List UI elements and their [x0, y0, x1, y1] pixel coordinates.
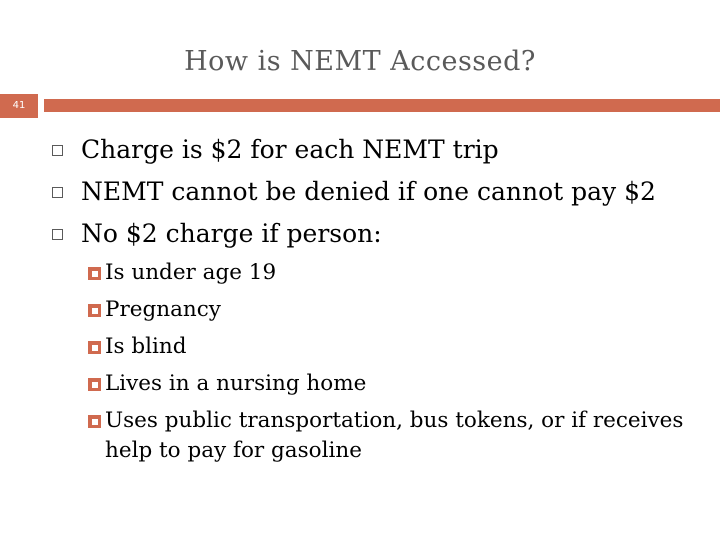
hollow-square-bullet-icon [52, 229, 63, 240]
sub-bullet-text: Is blind [105, 334, 187, 359]
sub-bullet-item [88, 406, 708, 466]
bullet-item [52, 174, 712, 216]
square-bullet-icon [88, 378, 101, 391]
slide-title: How is NEMT Accessed? [184, 46, 536, 77]
bullet-item [52, 132, 712, 174]
bullet-text: Charge is $2 for each NEMT trip [81, 135, 499, 164]
sub-bullet-text: Is under age 19 [105, 260, 277, 285]
main-bullet-list [52, 132, 712, 258]
sub-bullet-item [88, 258, 708, 288]
sub-bullet-list [88, 258, 708, 473]
hollow-square-bullet-icon [52, 187, 63, 198]
bullet-text: NEMT cannot be denied if one cannot pay $2 [81, 177, 656, 206]
square-bullet-icon [88, 415, 101, 428]
square-bullet-icon [88, 304, 101, 317]
slide-number: 41 [0, 94, 38, 118]
bullet-text: No $2 charge if person: [81, 219, 382, 248]
sub-bullet-text: Pregnancy [105, 297, 221, 322]
sub-bullet-item [88, 332, 708, 362]
sub-bullet-text: Uses public transportation, bus tokens, or if receives help to pay for gasoline [105, 408, 684, 463]
bullet-item [52, 216, 712, 258]
title-divider-bar [44, 99, 720, 112]
sub-bullet-text: Lives in a nursing home [105, 371, 367, 396]
hollow-square-bullet-icon [52, 145, 63, 156]
sub-bullet-item [88, 295, 708, 325]
sub-bullet-item [88, 369, 708, 399]
square-bullet-icon [88, 267, 101, 280]
square-bullet-icon [88, 341, 101, 354]
